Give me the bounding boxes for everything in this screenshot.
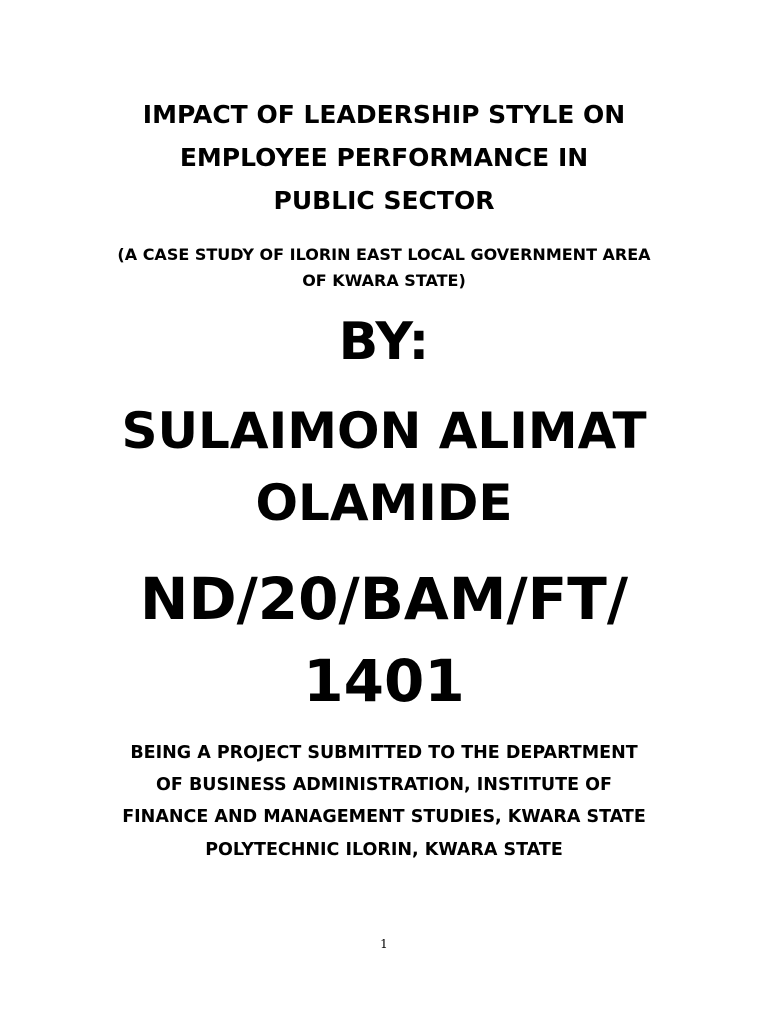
project-title-line-3: PUBLIC SECTOR [273, 186, 495, 215]
project-title-line-1: IMPACT OF LEADERSHIP STYLE ON [142, 100, 626, 129]
submission-statement-line-1: BEING A PROJECT SUBMITTED TO THE DEPARTMENT [130, 743, 638, 763]
case-study-line-1: (A CASE STUDY OF ILORIN EAST LOCAL GOVERNMENT AREA [117, 245, 651, 264]
case-study-line-2: OF KWARA STATE) [302, 271, 466, 290]
author-name-line-2: OLAMIDE [255, 474, 513, 532]
submission-statement-line-2: OF BUSINESS ADMINISTRATION, INSTITUTE OF [156, 775, 612, 795]
author-name-line-1: SULAIMON ALIMAT [121, 402, 647, 460]
matric-number-line-1: ND/20/BAM/FT/ [139, 565, 629, 633]
matric-number-line-2: 1401 [303, 647, 465, 715]
submission-statement-line-3: FINANCE AND MANAGEMENT STUDIES, KWARA STATE [122, 807, 646, 827]
page-number: 1 [380, 937, 388, 951]
project-title-line-2: EMPLOYEE PERFORMANCE IN [179, 143, 589, 172]
by-label: BY: [338, 312, 430, 372]
submission-statement-line-4: POLYTECHNIC ILORIN, KWARA STATE [205, 840, 563, 860]
